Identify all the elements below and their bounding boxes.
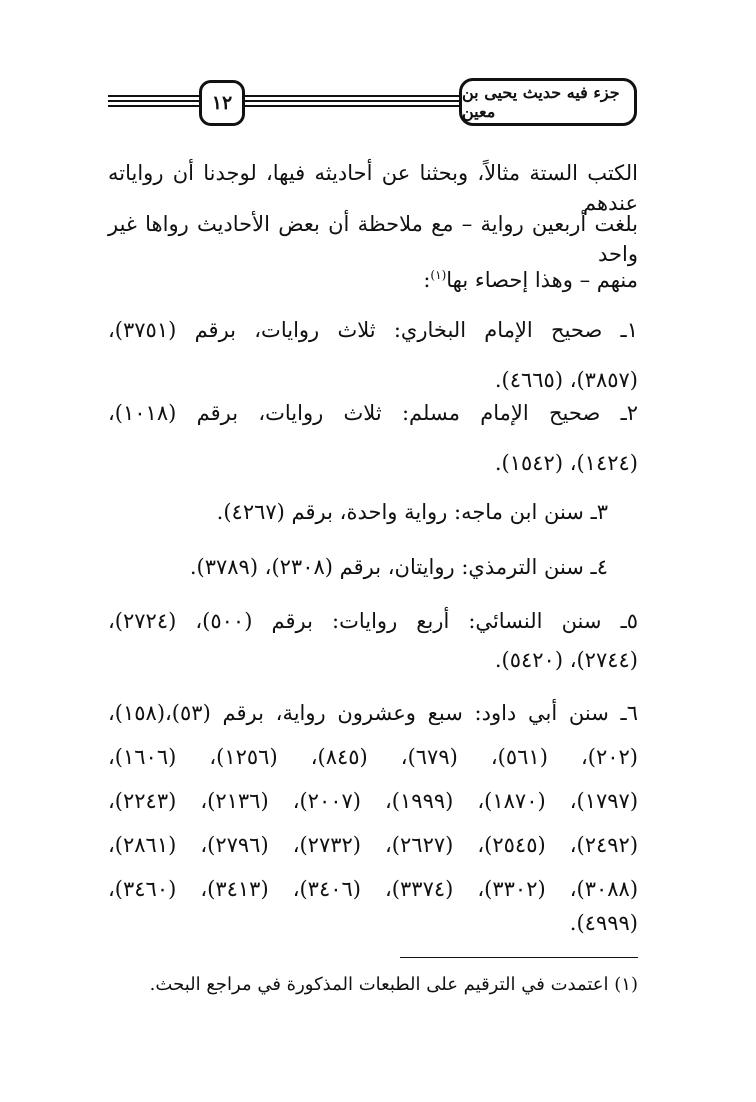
header-rule	[108, 100, 200, 102]
header-rule	[244, 100, 460, 102]
list-item-line: (١٤٢٤)، (١٥٤٢).	[494, 451, 638, 475]
text-span: منهم – وهذا إحصاء بها	[446, 268, 638, 292]
footnote-marker: (١)	[430, 268, 447, 282]
list-item-line: ٢ـ صحيح الإمام مسلم: ثلاث روايات، برقم (١٠١٨)،	[108, 401, 638, 425]
running-title: جزء فيه حديث يحيى بن معين	[459, 78, 637, 126]
header-rule	[108, 105, 200, 107]
footnote-rule	[400, 957, 638, 958]
text-line: بلغت أربعين رواية – مع ملاحظة أن بعض الأحاديث رواها غير واحد	[108, 212, 638, 266]
list-item-line: (٤٩٩٩).	[569, 911, 638, 935]
list-item-line: ١ـ صحيح الإمام البخاري: ثلاث روايات، برقم (٣٧٥١)،	[108, 318, 638, 342]
header-rule	[108, 95, 200, 97]
header-rule	[244, 105, 460, 107]
header-rule	[244, 95, 460, 97]
list-item-line: (٣٠٨٨)، (٣٣٠٢)، (٣٣٧٤)، (٣٤٠٦)، (٣٤١٣)، (٣٤٦٠)،	[108, 877, 639, 901]
text-span: :	[423, 268, 431, 292]
footnote: (١) اعتمدت في الترقيم على الطبعات المذكورة في مراجع البحث.	[149, 974, 638, 995]
list-item-line: (٢٧٤٤)، (٥٤٢٠).	[494, 648, 638, 672]
list-item-line: ٥ـ سنن النسائي: أربع روايات: برقم (٥٠٠)، (٢٧٢٤)،	[108, 609, 638, 633]
list-item-line: ٣ـ سنن ابن ماجه: رواية واحدة، برقم (٤٢٦٧).	[216, 500, 608, 524]
page-number: ١٢	[199, 80, 245, 126]
list-item-line: ٦ـ سنن أبي داود: سبع وعشرون رواية، برقم (٥٣)،(١٥٨)،	[108, 701, 638, 725]
list-item-line: (٣٨٥٧)، (٤٦٦٥).	[494, 368, 638, 392]
list-item-line: (٢٠٢)، (٥٦١)، (٦٧٩)، (٨٤٥)، (١٢٥٦)، (١٦٠٦)،	[108, 745, 638, 769]
list-item-line: (١٧٩٧)، (١٨٧٠)، (١٩٩٩)، (٢٠٠٧)، (٢١٣٦)، (٢٢٤٣)،	[108, 789, 639, 813]
list-item-line: (٢٤٩٢)، (٢٥٤٥)، (٢٦٢٧)، (٢٧٣٢)، (٢٧٩٦)، (٢٨٦١)،	[108, 833, 639, 857]
text-line	[108, 260, 638, 295]
text-line: الكتب الستة مثالاً، وبحثنا عن أحاديثه فيها، لوجدنا أن رواياته عندهم	[108, 161, 638, 215]
list-item-line: ٤ـ سنن الترمذي: روايتان، برقم (٢٣٠٨)، (٣٧٨٩).	[189, 555, 608, 579]
